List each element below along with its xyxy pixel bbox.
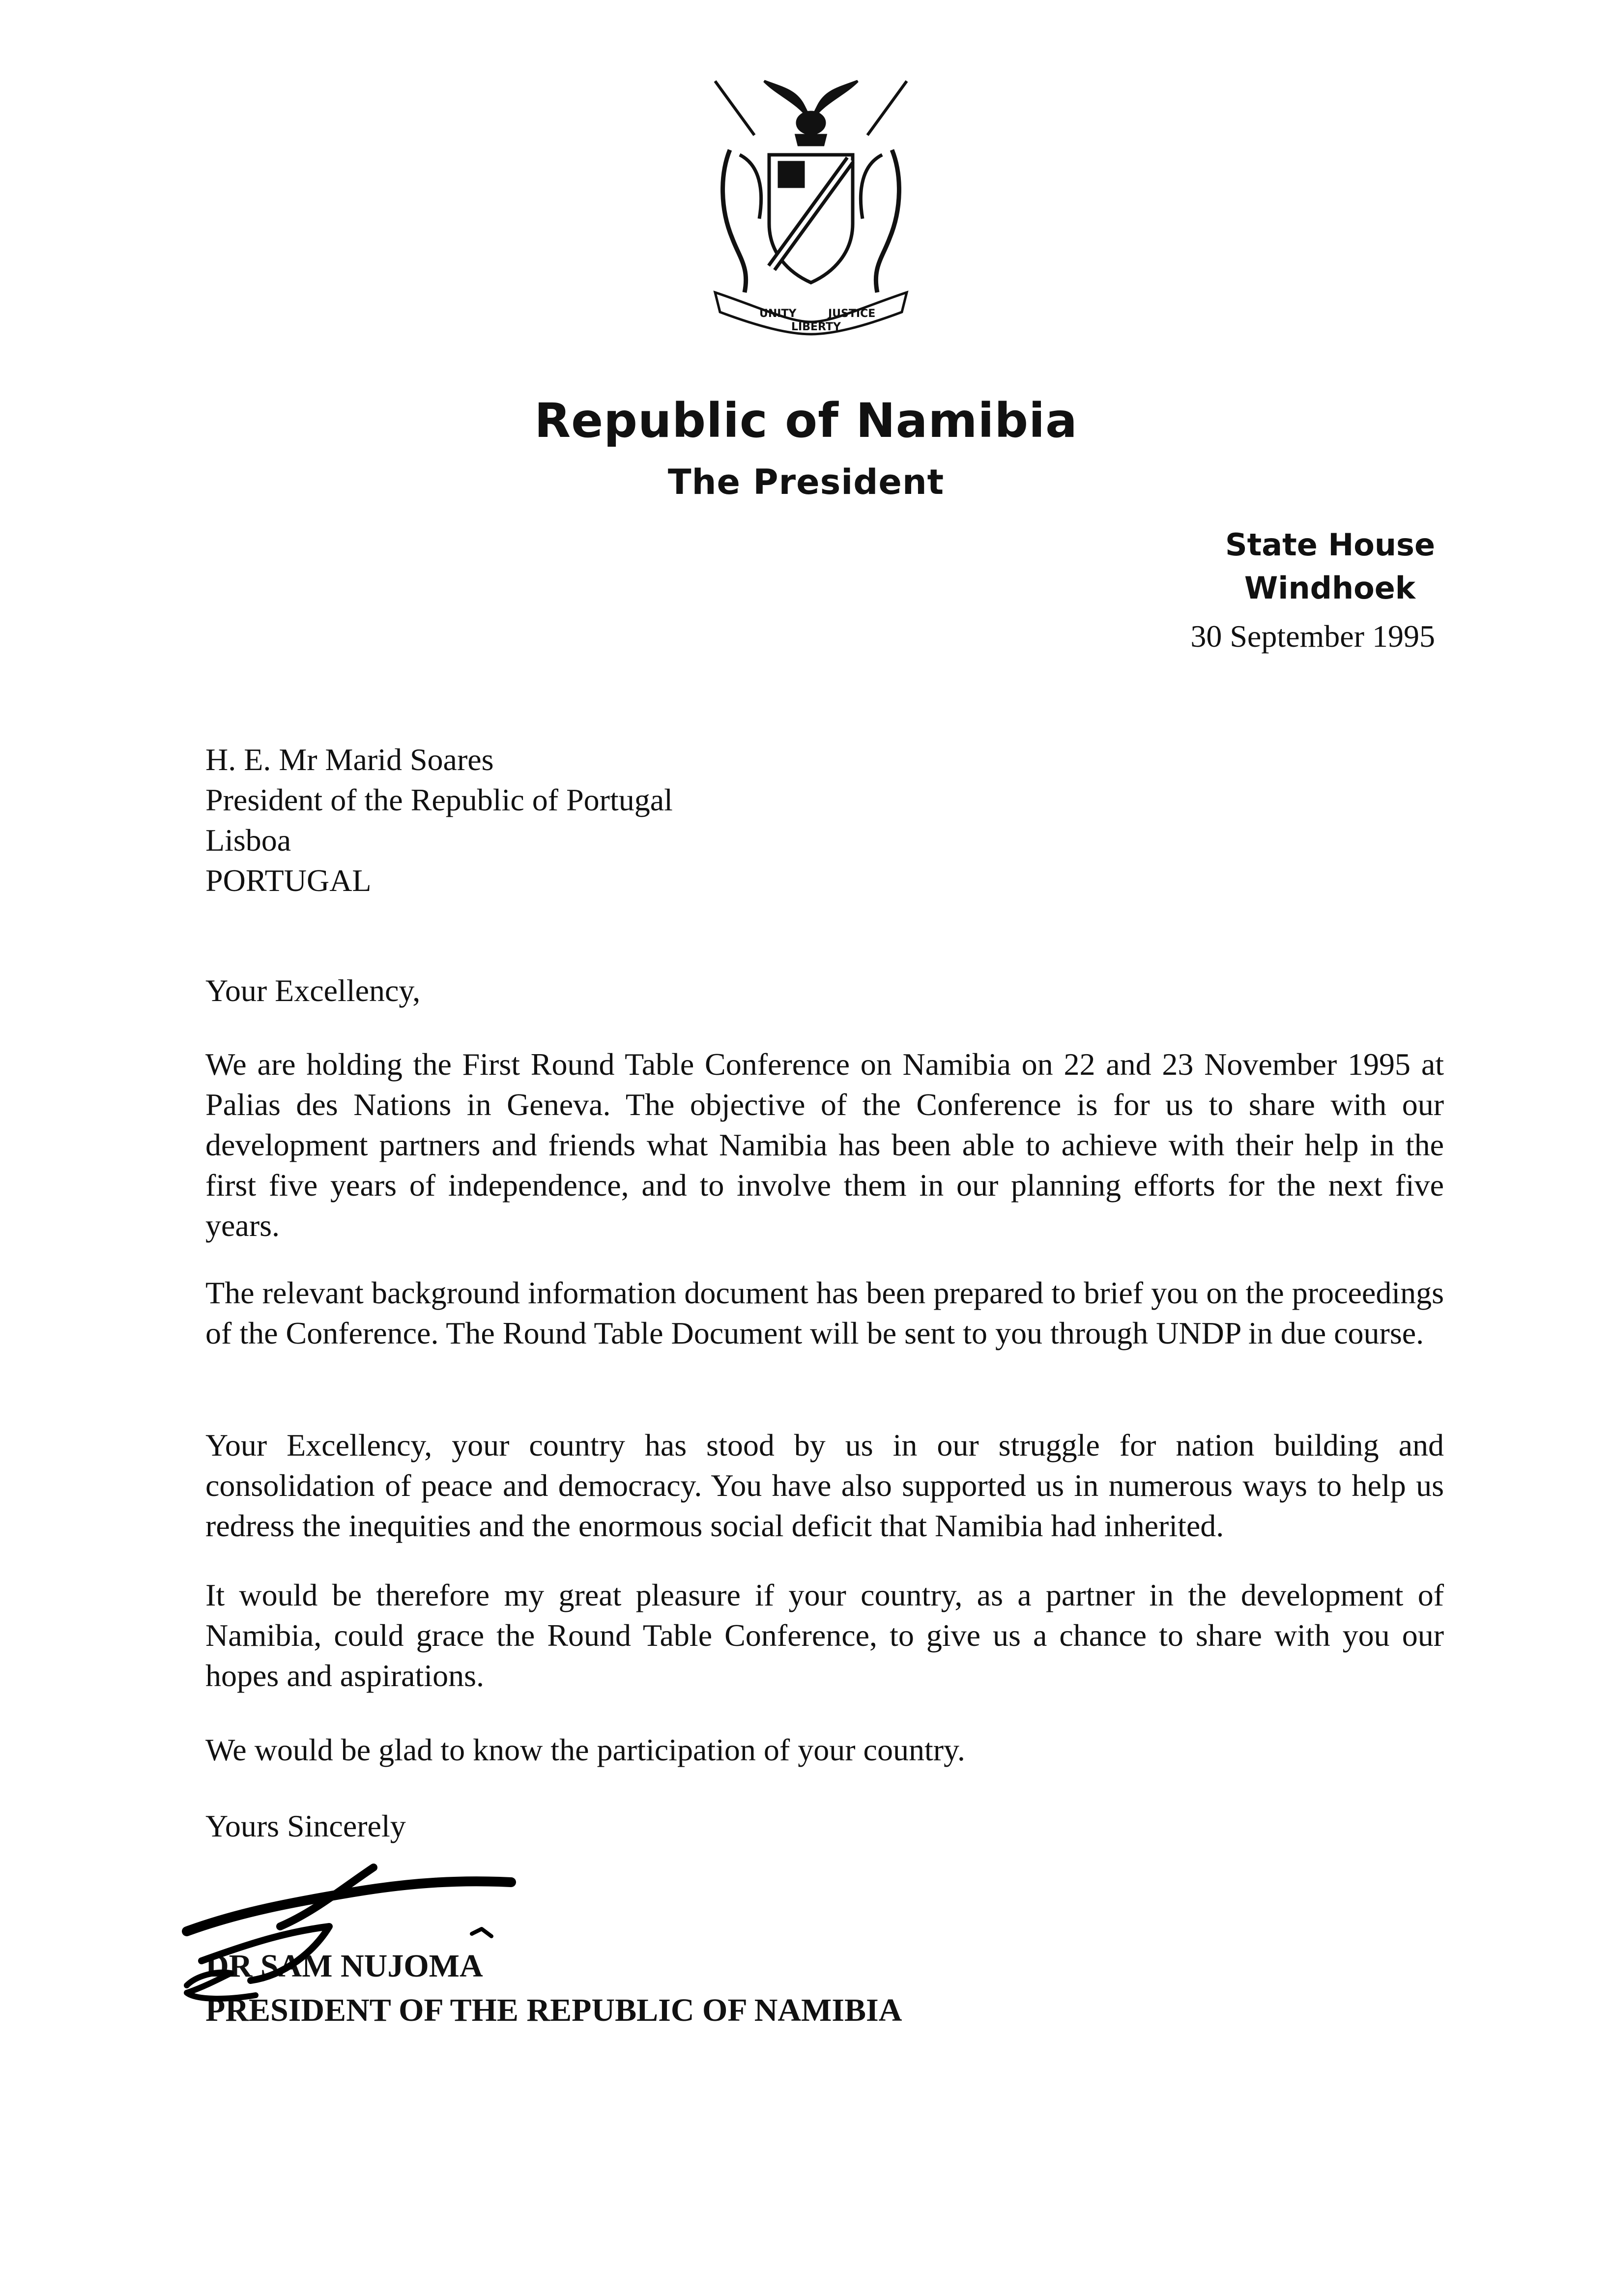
sender-address-line1: State House — [1225, 527, 1435, 563]
letterhead-title: Republic of Namibia — [534, 393, 1078, 448]
sender-address-line2: Windhoek — [1244, 570, 1415, 606]
body-paragraph-2: The relevant background information document has been prepared to brief you on the proceedings of the Conference. The Round Table Document will be sent to you through UNDP in due course. — [205, 1275, 1444, 1350]
motto-unity: UNITY — [759, 308, 797, 320]
recipient-line2: President of the Republic of Portugal — [205, 782, 673, 817]
signatory-title: PRESIDENT OF THE REPUBLIC OF NAMIBIA — [205, 1992, 902, 2028]
recipient-line1: H. E. Mr Marid Soares — [205, 742, 494, 777]
signatory-name: DR SAM NUJOMA — [205, 1948, 483, 1984]
closing: Yours Sincerely — [205, 1808, 406, 1843]
recipient-line4: PORTUGAL — [205, 863, 372, 898]
body-paragraph-1: We are holding the First Round Table Conference on Namibia on 22 and 23 November 1995 at Palias des Nations in Geneva. The objective of the Conference is for us to share with our development partners and friends what Namibia has been able to achieve with their help in the first five years of independence, and to involve them in our planning efforts for the next five years. — [205, 1047, 1444, 1243]
body-paragraph-3: Your Excellency, your country has stood by us in our struggle for nation building and consolidation of peace and democracy. You have also supported us in numerous ways to help us redress the inequities and the enormous social deficit that Namibia had inherited. — [205, 1428, 1444, 1543]
recipient-line3: Lisboa — [205, 823, 291, 858]
body-paragraph-4: It would be therefore my great pleasure if your country, as a partner in the development of Namibia, could grace the Round Table Conference, to give us a chance to share with you our hopes and aspirations. — [205, 1578, 1444, 1693]
recipient-address — [205, 740, 1444, 901]
handwritten-signature — [167, 1858, 560, 2020]
letterhead-subtitle: The President — [667, 462, 945, 502]
body-paragraph-5: We would be glad to know the participation of your country. — [205, 1732, 965, 1767]
motto-justice: JUSTICE — [828, 308, 876, 320]
sender-address — [1190, 523, 1435, 659]
motto-liberty: LIBERTY — [791, 321, 841, 333]
coat-of-arms-emblem — [686, 61, 936, 337]
salutation: Your Excellency, — [205, 973, 421, 1008]
letter-date: 30 September 1995 — [1190, 619, 1435, 654]
